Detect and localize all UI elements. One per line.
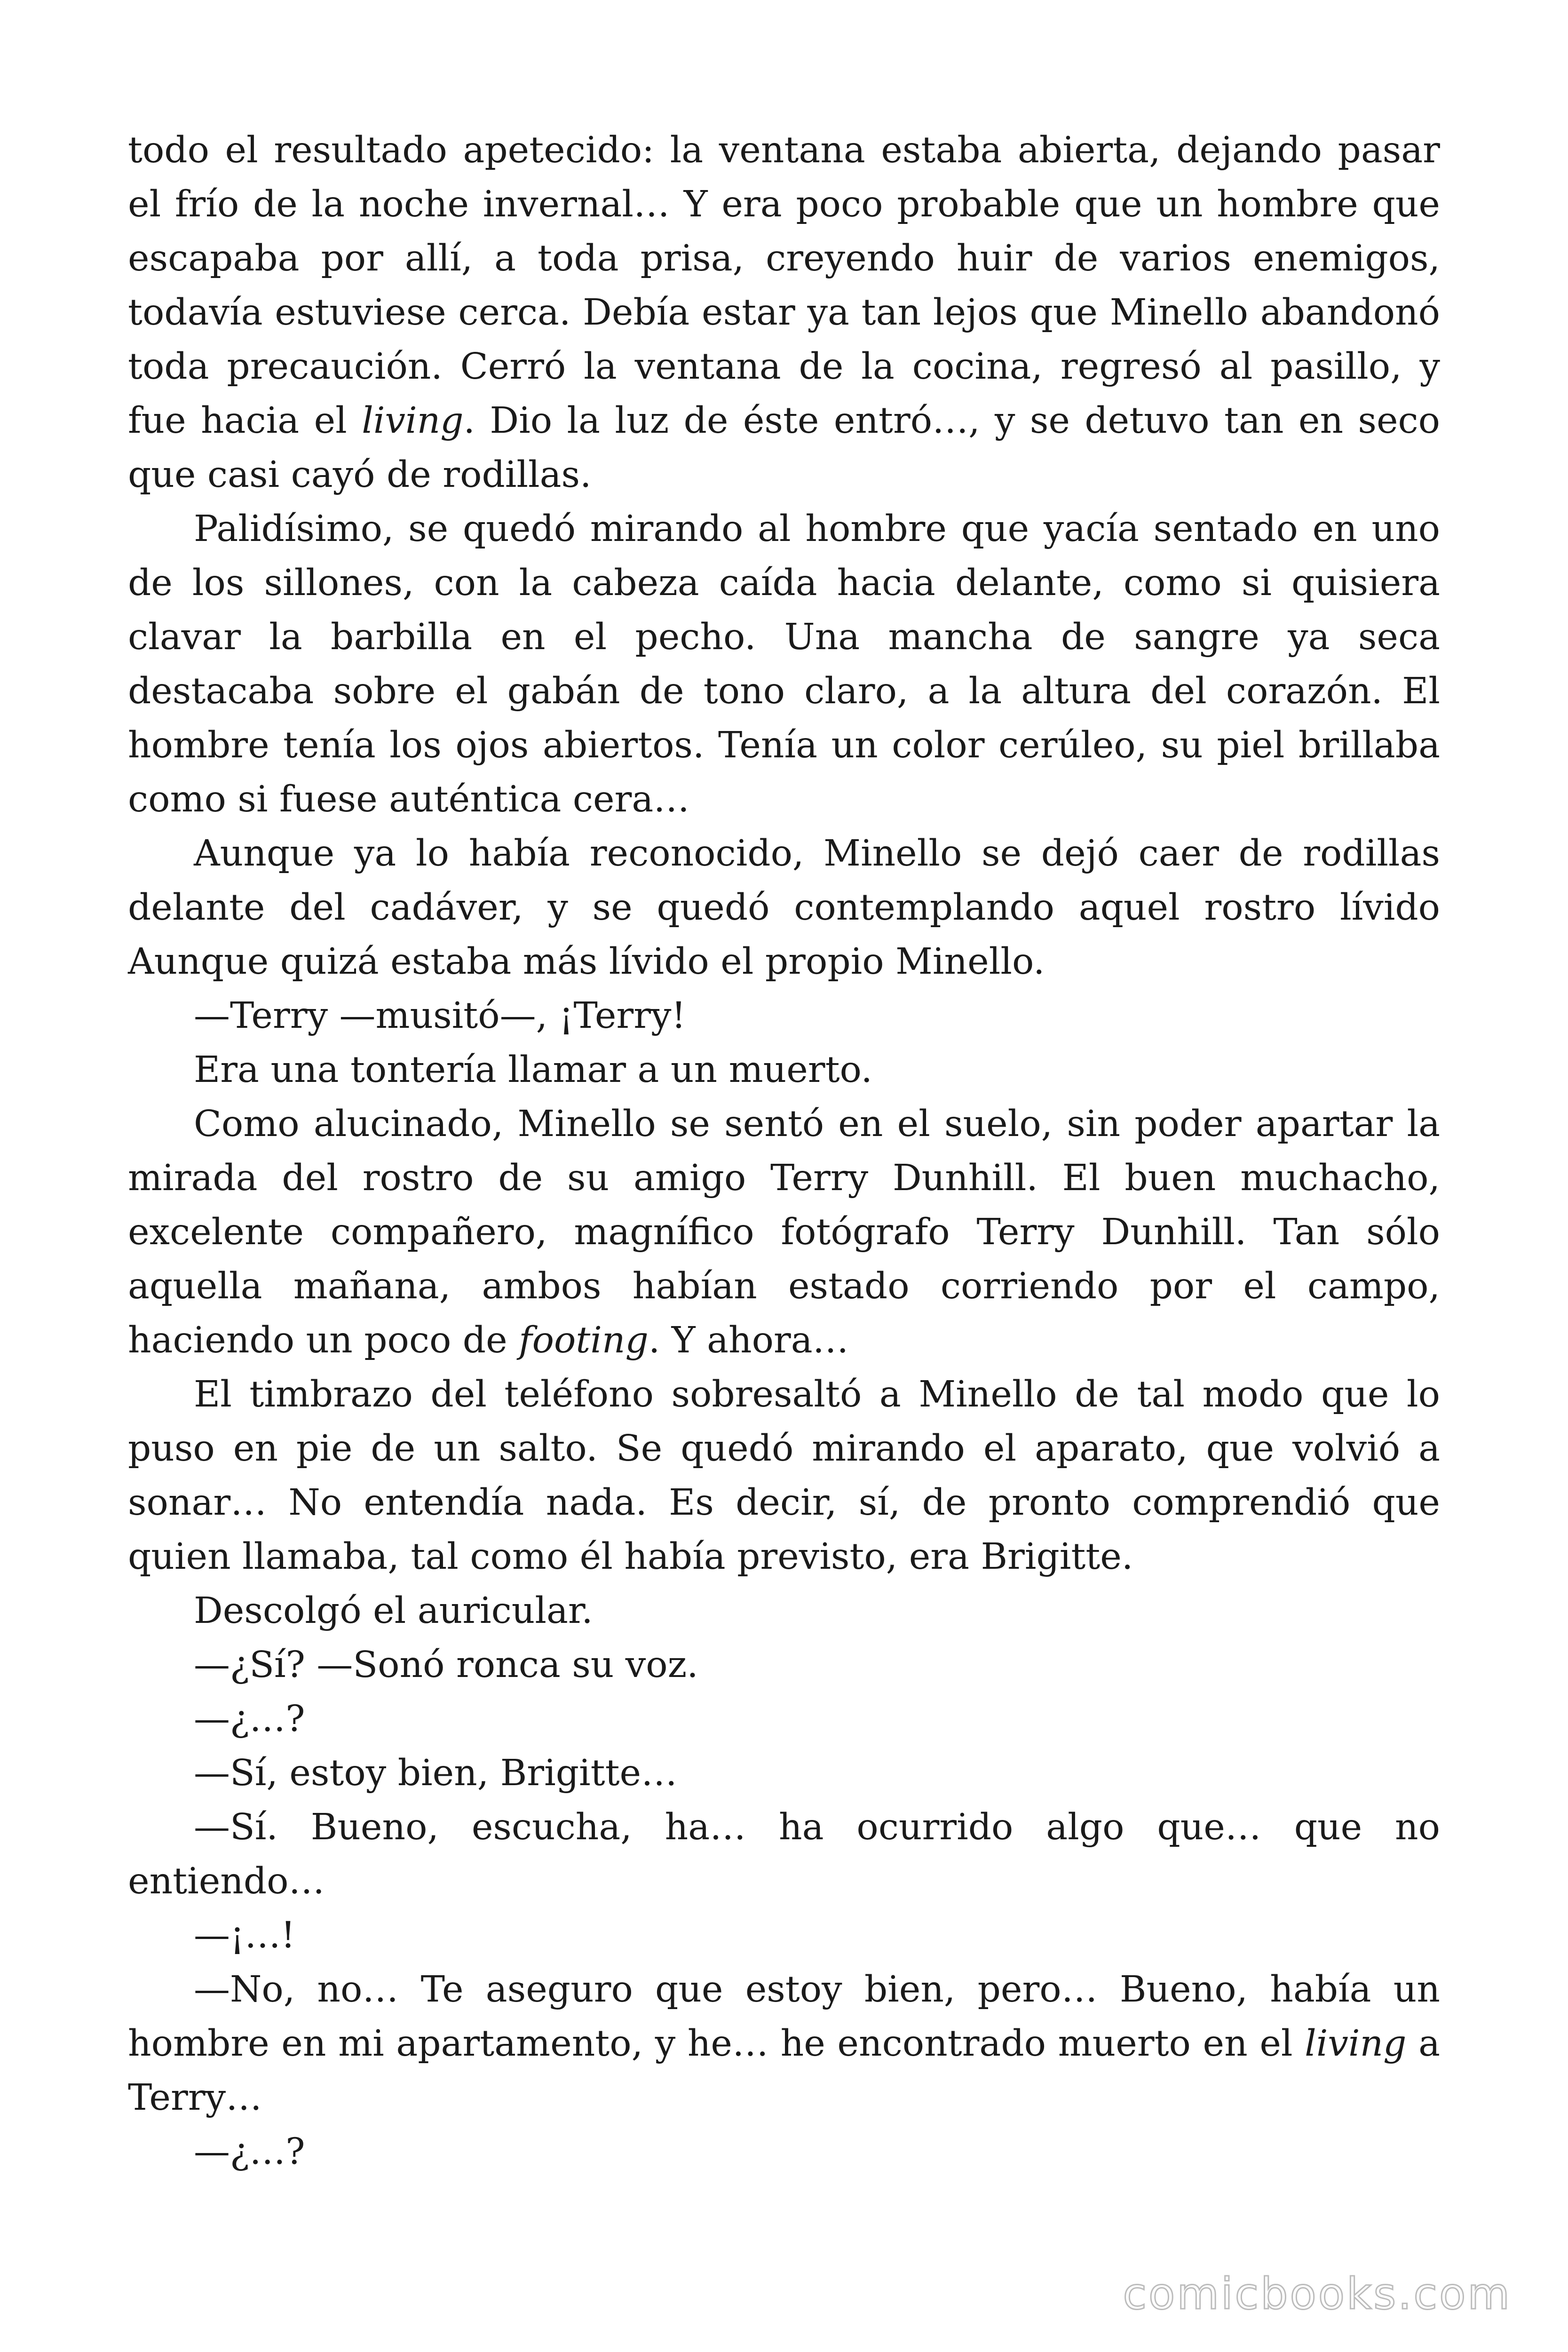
text-run: —No, no… Te aseguro que estoy bien, pero… Bueno, había un hombre en mi apartamento, y he… he encontrado muerto en el <box>128 1969 1440 2065</box>
text-run: Aunque ya lo había reconocido, Minello se dejó caer de rodillas delante del cadáver, y se quedó contemplando aquel rostro lívido Aunque quizá estaba más lívido el propio Minello. <box>128 833 1440 983</box>
text-run: Era una tontería llamar a un muerto. <box>194 1049 872 1091</box>
text-run: Descolgó el auricular. <box>194 1590 593 1632</box>
text-run: todo el resultado apetecido: la ventana estaba abierta, dejando pasar el frío de la noche invernal… Y era poco probable que un hombre que escapaba por allí, a toda prisa, creyendo huir de varios enemigos, todavía estuviese cerca. Debía estar ya tan lejos que Minello abandonó toda precaución. Cerró la ventana de la cocina, regresó al pasillo, y fue hacia el <box>128 129 1440 442</box>
text-run: —¿…? <box>194 1698 305 1740</box>
text-run: . Dio la luz de éste entró…, y se detuvo tan en seco que casi cayó de rodillas. <box>128 400 1440 496</box>
text-run: —Sí, estoy bien, Brigitte… <box>194 1752 678 1794</box>
text-run: a Terry… <box>128 2023 1440 2119</box>
page-body <box>128 123 1440 2179</box>
text-run: —¿Sí? —Sonó ronca su voz. <box>194 1644 698 1686</box>
paragraph <box>128 1097 1440 1367</box>
text-run: Como alucinado, Minello se sentó en el suelo, sin poder apartar la mirada del rostro de su amigo Terry Dunhill. El buen muchacho, excelente compañero, magnífico fotógrafo Terry Dunhill. Tan sólo aquella mañana, ambos habían estado corriendo por el campo, haciendo un poco de <box>128 1103 1440 1361</box>
paragraph <box>128 1800 1440 1908</box>
paragraph <box>128 502 1440 826</box>
paragraph <box>128 1043 1440 1097</box>
paragraph <box>128 1963 1440 2125</box>
watermark: comicbooks.com <box>1123 2269 1512 2319</box>
paragraph <box>128 1584 1440 1638</box>
paragraph <box>128 989 1440 1043</box>
paragraph <box>128 1746 1440 1800</box>
text-run: El timbrazo del teléfono sobresaltó a Minello de tal modo que lo puso en pie de un salto. Se quedó mirando el aparato, que volvió a sonar… No entendía nada. Es decir, sí, de pronto comprendió que quien llamaba, tal como él había previsto, era Brigitte. <box>128 1374 1440 1578</box>
paragraph <box>128 123 1440 502</box>
text-run: . Y ahora… <box>648 1319 849 1361</box>
text-run: —¡…! <box>194 1915 295 1956</box>
paragraph <box>128 826 1440 989</box>
paragraph <box>128 1367 1440 1584</box>
text-run: —Sí. Bueno, escucha, ha… ha ocurrido algo que… que no entiendo… <box>128 1806 1440 1902</box>
italic-text: living <box>362 400 464 442</box>
text-run: —¿…? <box>194 2131 305 2173</box>
paragraph <box>128 1692 1440 1746</box>
italic-text: living <box>1305 2023 1407 2065</box>
text-run: Palidísimo, se quedó mirando al hombre que yacía sentado en uno de los sillones, con la cabeza caída hacia delante, como si quisiera clavar la barbilla en el pecho. Una mancha de sangre ya seca destacaba sobre el gabán de tono claro, a la altura del corazón. El hombre tenía los ojos abiertos. Tenía un color cerúleo, su piel brillaba como si fuese auténtica cera… <box>128 508 1440 820</box>
text-run: —Terry —musitó—, ¡Terry! <box>194 995 686 1037</box>
paragraph <box>128 2125 1440 2179</box>
paragraph <box>128 1908 1440 1963</box>
italic-text: footing <box>519 1319 649 1361</box>
paragraph <box>128 1638 1440 1692</box>
